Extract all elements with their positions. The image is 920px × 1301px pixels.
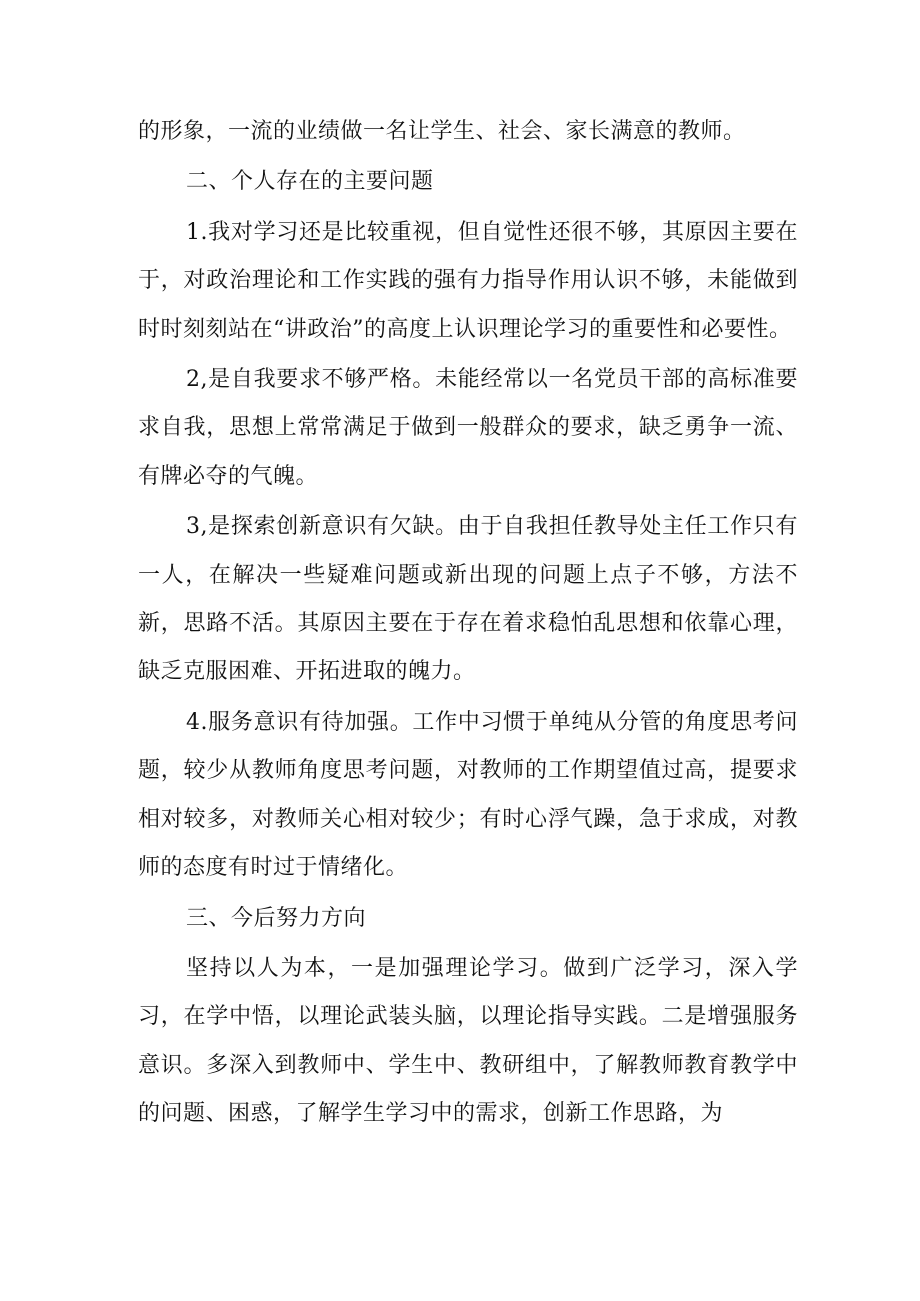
document-page bbox=[138, 108, 798, 1139]
section-heading-problems: 二、个人存在的主要问题 bbox=[186, 169, 434, 195]
paragraph-problem-1: 1.我对学习还是比较重视，但自觉性还很不够，其原因主要在于，对政治理论和工作实践的强有力指导作用认识不够，未能做到时时刻刻站在“讲政治”的高度上认识理论学习的重要性和必要性。 bbox=[138, 219, 798, 342]
paragraph-problem-3: 3,是探索创新意识有欠缺。由于自我担任教导处主任工作只有一人，在解决一些疑难问题或新出现的问题上点子不够，方法不新，思路不活。其原因主要在于存在着求稳怕乱思想和依靠心理，缺乏克服困难、开拓进取的魄力。 bbox=[138, 514, 798, 685]
paragraph-problem-4: 4.服务意识有待加强。工作中习惯于单纯从分管的角度思考问题，较少从教师角度思考问题，对教师的工作期望值过高，提要求相对较多，对教师关心相对较少；有时心浮气躁，急于求成，对教师的态度有时过于情绪化。 bbox=[138, 709, 798, 881]
paragraph-problem-2: 2,是自我要求不够严格。未能经常以一名党员干部的高标准要求自我，思想上常常满足于做到一般群众的要求，缺乏勇争一流、有牌必夺的气魄。 bbox=[138, 367, 798, 489]
section-heading-direction: 三、今后努力方向 bbox=[186, 905, 367, 931]
paragraph-direction: 坚持以人为本，一是加强理论学习。做到广泛学习，深入学习，在学中悟，以理论武装头脑，以理论指导实践。二是增强服务意识。多深入到教师中、学生中、教研组中，了解教师教育教学中的问题、困惑，了解学生学习中的需求，创新工作思路，为 bbox=[138, 955, 798, 1127]
paragraph-continuation: 的形象，一流的业绩做一名让学生、社会、家长满意的教师。 bbox=[138, 119, 746, 144]
